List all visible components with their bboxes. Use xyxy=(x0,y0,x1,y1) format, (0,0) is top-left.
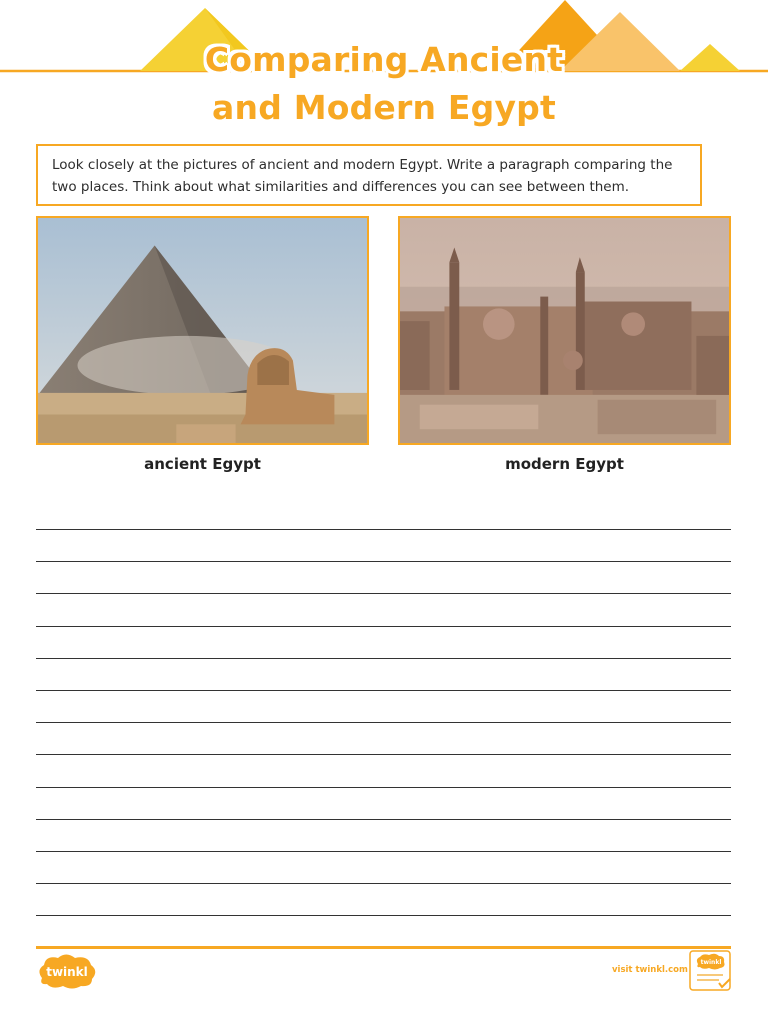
ancient-egypt-photo xyxy=(36,216,369,445)
quality-badge xyxy=(689,950,733,992)
twinkl-logo xyxy=(36,952,98,990)
writing-line[interactable] xyxy=(36,593,731,594)
modern-egypt-photo xyxy=(398,216,731,445)
writing-line[interactable] xyxy=(36,529,731,530)
writing-line[interactable] xyxy=(36,658,731,659)
writing-line[interactable] xyxy=(36,787,731,788)
writing-line[interactable] xyxy=(36,883,731,884)
writing-line[interactable] xyxy=(36,851,731,852)
ancient-egypt-caption: ancient Egypt xyxy=(144,455,261,473)
instructions-box: Look closely at the pictures of ancient and modern Egypt. Write a paragraph comparing the two places. Think about what similarities and differences you can see between them. xyxy=(36,144,702,206)
writing-line[interactable] xyxy=(36,915,731,916)
writing-line[interactable] xyxy=(36,626,731,627)
svg-text:twinkl: twinkl xyxy=(46,965,88,979)
svg-text:twinkl: twinkl xyxy=(700,959,722,966)
writing-line[interactable] xyxy=(36,561,731,562)
visit-website-link[interactable]: visit twinkl.com xyxy=(612,965,688,975)
writing-line[interactable] xyxy=(36,690,731,691)
page-title-line2: and Modern Egypt xyxy=(212,88,556,127)
footer-divider xyxy=(36,946,731,949)
modern-egypt-caption: modern Egypt xyxy=(505,455,624,473)
writing-line[interactable] xyxy=(36,754,731,755)
writing-line[interactable] xyxy=(36,819,731,820)
writing-line[interactable] xyxy=(36,722,731,723)
page-title-line1: Comparing Ancient xyxy=(204,40,564,79)
